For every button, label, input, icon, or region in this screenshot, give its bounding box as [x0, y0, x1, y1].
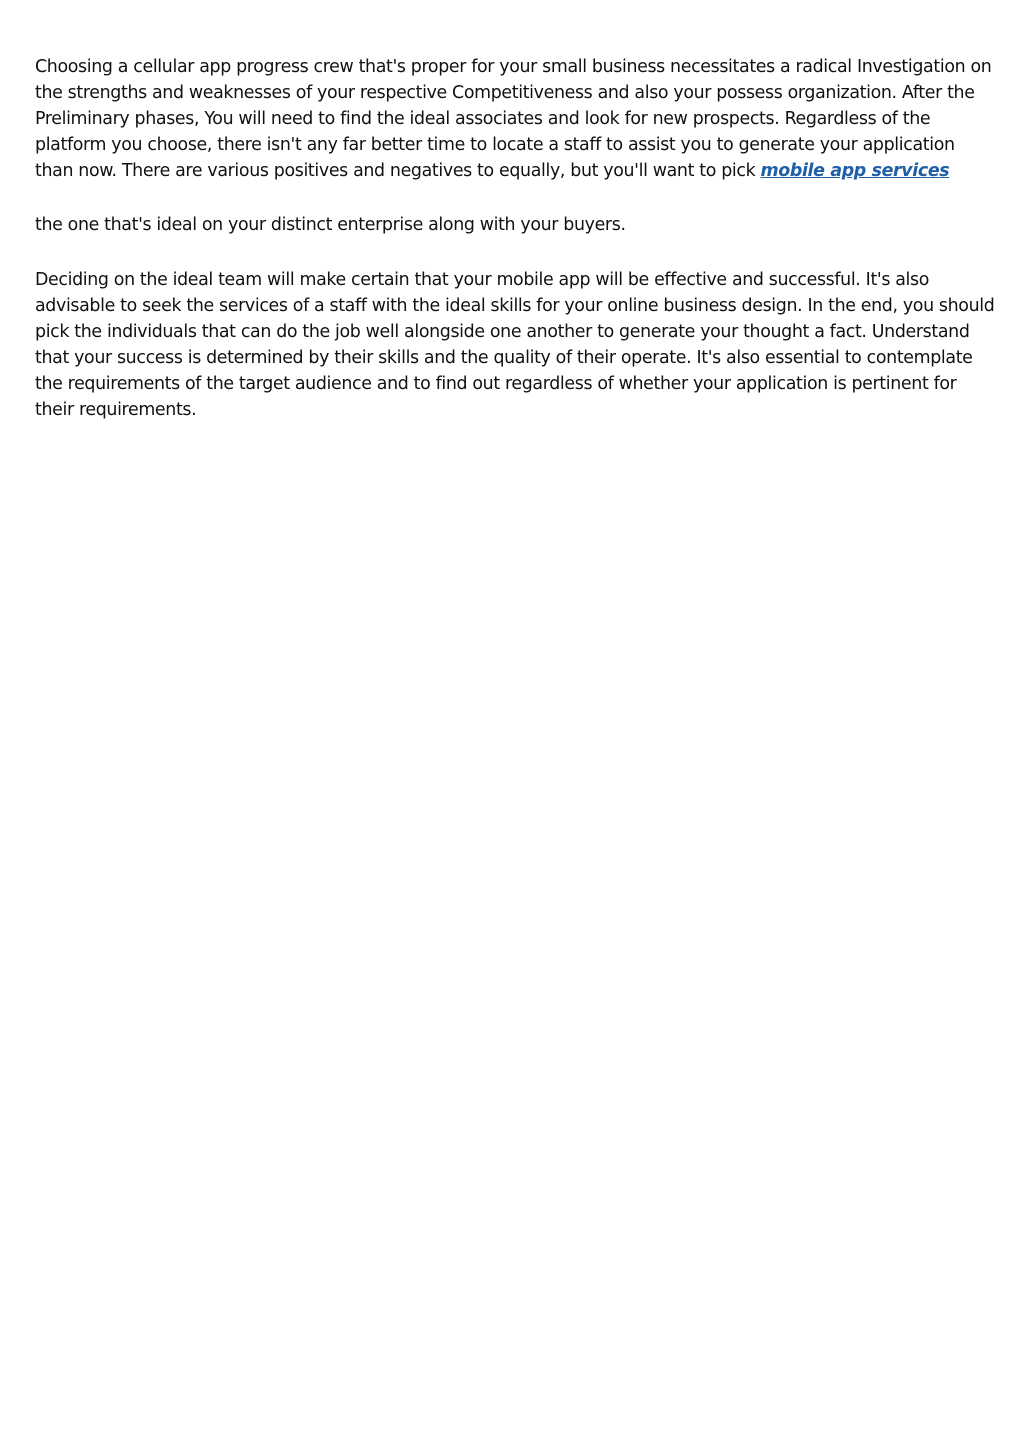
- mobile-app-services-link[interactable]: mobile app services: [760, 161, 950, 181]
- document-body: [35, 54, 995, 423]
- paragraph-intro: [35, 54, 995, 184]
- paragraph-continuation: the one that's ideal on your distinct enterprise along with your buyers.: [35, 215, 626, 235]
- paragraph-intro-text: Choosing a cellular app progress crew that's proper for your small business necessitates a radical Investigation on the strengths and weaknesses of your respective Competitiveness and also your possess organization. After the Preliminary phases, You will need to find the ideal associates and look for new prospects. Regardless of the platform you choose, there isn't any far better time to locate a staff to assist you to generate your application than now. There are various positives and negatives to equally, but you'll want to pick: [35, 57, 992, 181]
- paragraph-team: Deciding on the ideal team will make certain that your mobile app will be effective and successful. It's also advisable to seek the services of a staff with the ideal skills for your online business design. In the end, you should pick the individuals that can do the job well alongside one another to generate your thought a fact. Understand that your success is determined by their skills and the quality of their operate. It's also essential to contemplate the requirements of the target audience and to find out regardless of whether your application is pertinent for their requirements.: [35, 270, 995, 420]
